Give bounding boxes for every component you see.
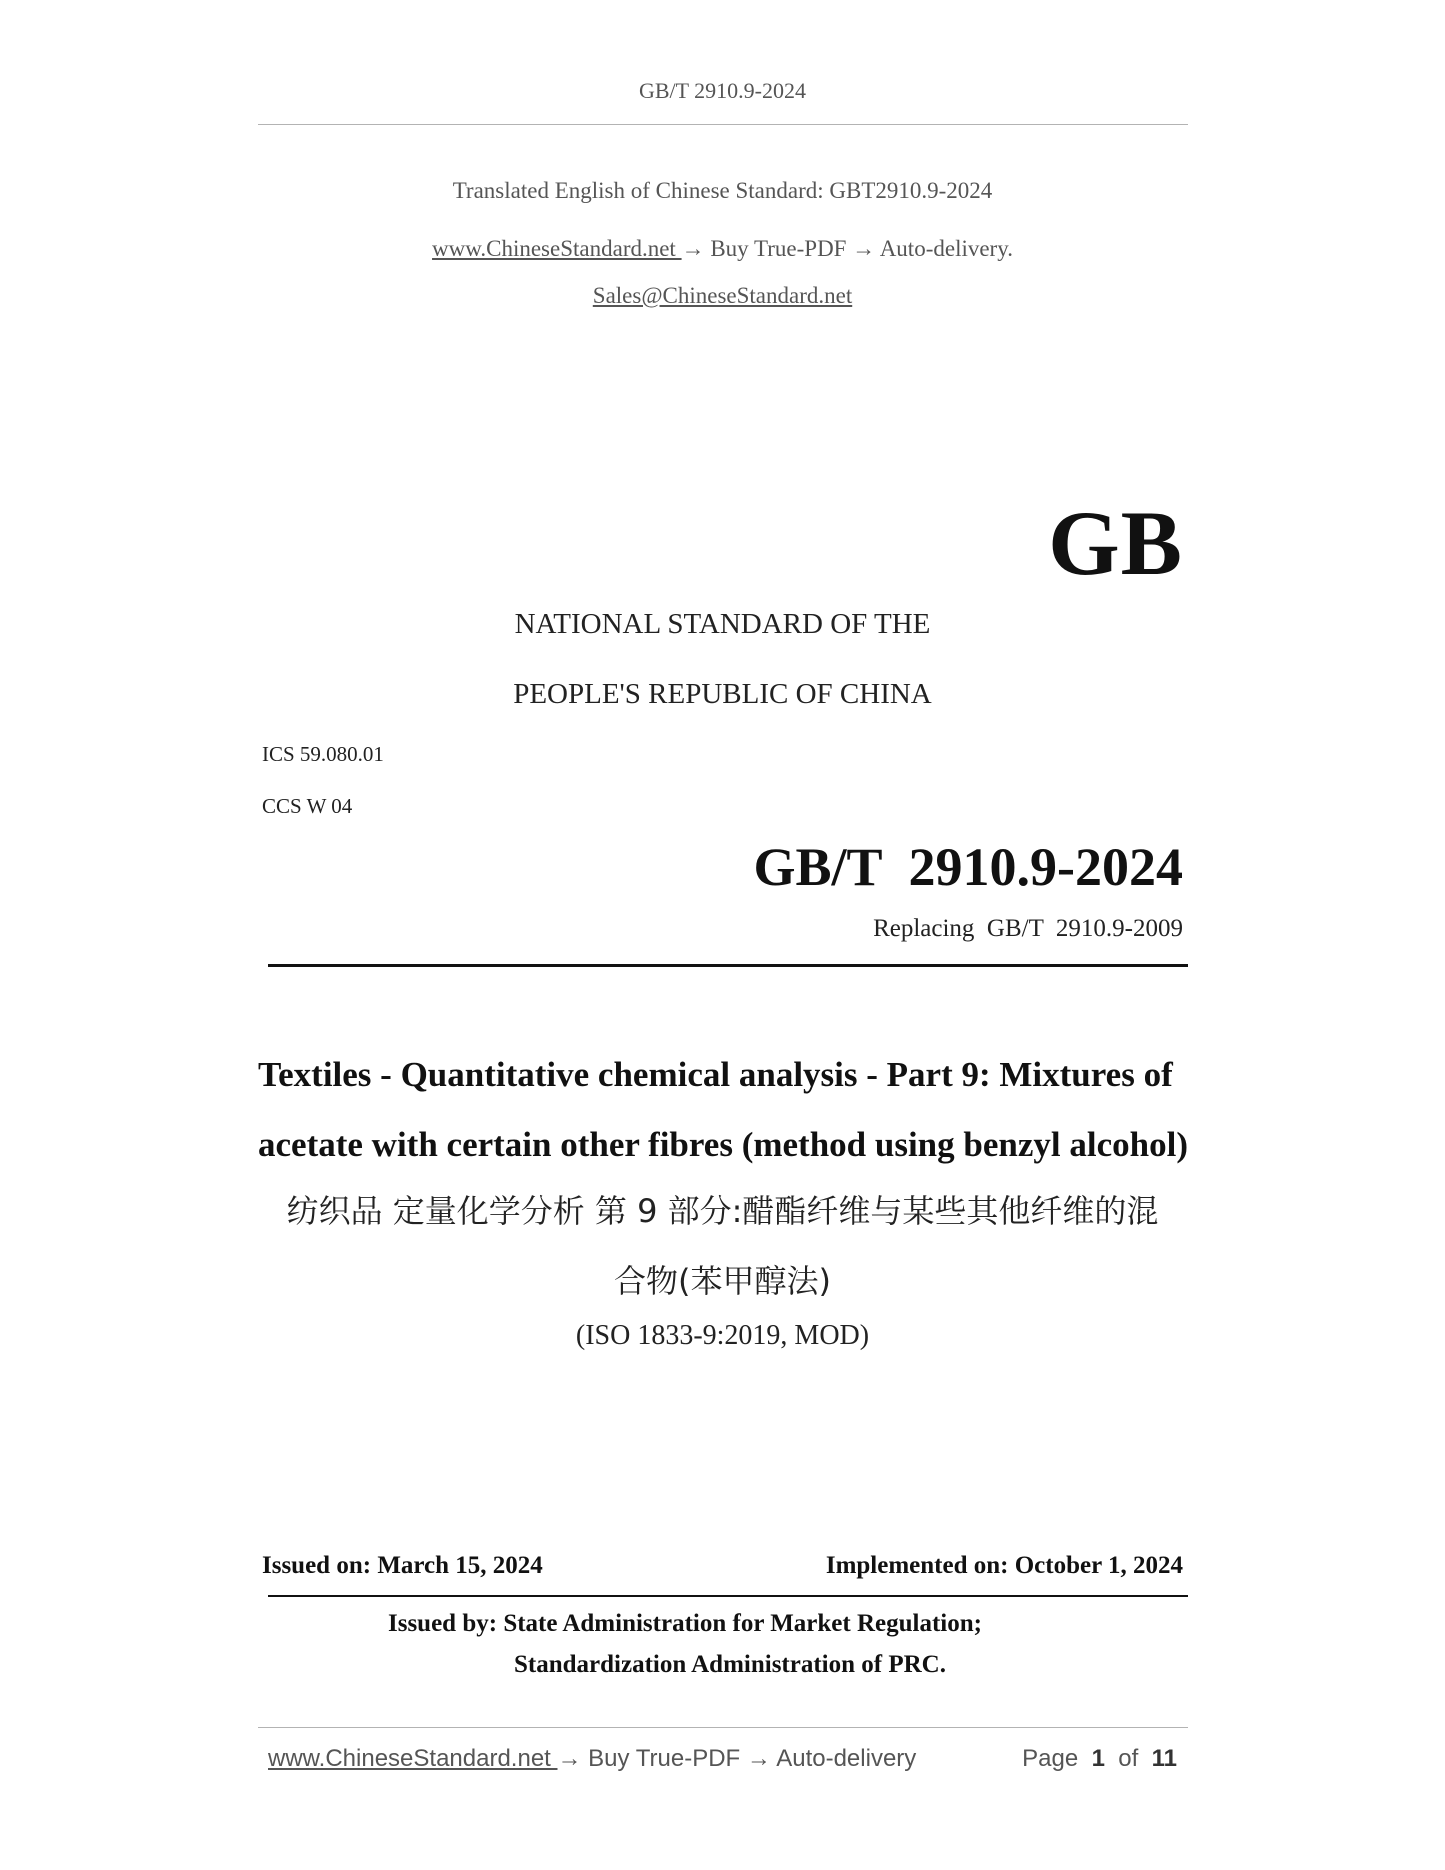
replacing-standard: Replacing GB/T 2910.9-2009 <box>873 915 1183 942</box>
page-total: 11 <box>1151 1745 1177 1772</box>
issued-by-line1: Issued by: State Administration for Market Regulation; <box>388 1610 982 1637</box>
footer-purchase-line <box>268 1745 916 1773</box>
national-standard-line1: NATIONAL STANDARD OF THE <box>514 608 931 640</box>
national-standard-line2: PEOPLE'S REPUBLIC OF CHINA <box>513 678 932 710</box>
page-of: of <box>1118 1745 1139 1772</box>
issued-on-date: Issued on: March 15, 2024 <box>262 1552 543 1579</box>
website-link[interactable]: www.ChineseStandard.net <box>432 236 682 261</box>
standard-number: GB/T 2910.9-2024 <box>753 837 1183 897</box>
sales-email-link[interactable]: Sales@ChineseStandard.net <box>592 283 853 308</box>
page-indicator <box>1022 1745 1177 1773</box>
issued-by-line2: Standardization Administration of PRC. <box>514 1651 946 1678</box>
purchase-line <box>0 236 1445 262</box>
header-divider <box>258 124 1188 125</box>
ccs-code: CCS W 04 <box>262 794 353 818</box>
iso-reference: (ISO 1833-9:2019, MOD) <box>575 1320 870 1351</box>
gb-logo: GB <box>1048 492 1183 594</box>
english-title: Textiles - Quantitative chemical analysis - Part 9: Mixtures of acetate with certain other fibres (method using benzyl alcohol) <box>258 1055 1188 1164</box>
translated-notice: Translated English of Chinese Standard: GBT2910.9-2024 <box>452 178 993 203</box>
running-header: GB/T 2910.9-2024 <box>638 78 807 103</box>
footer-buy-text: → Buy True-PDF → Auto-delivery <box>557 1745 917 1772</box>
ics-code: ICS 59.080.01 <box>262 742 384 766</box>
sales-line <box>0 283 1445 309</box>
footer-website-link[interactable]: www.ChineseStandard.net <box>268 1745 558 1772</box>
dates-divider <box>268 1595 1188 1597</box>
page-current: 1 <box>1091 1745 1105 1772</box>
chinese-title-line2: 合物(苯甲醇法) <box>614 1262 831 1300</box>
title-divider <box>268 964 1188 967</box>
footer-divider <box>258 1727 1188 1728</box>
buy-text: → Buy True-PDF → Auto-delivery. <box>681 236 1013 261</box>
implemented-on-date: Implemented on: October 1, 2024 <box>825 1552 1183 1579</box>
chinese-title-line1: 纺织品 定量化学分析 第 9 部分:醋酯纤维与某些其他纤维的混 <box>286 1192 1159 1230</box>
page-label: Page <box>1022 1745 1079 1772</box>
